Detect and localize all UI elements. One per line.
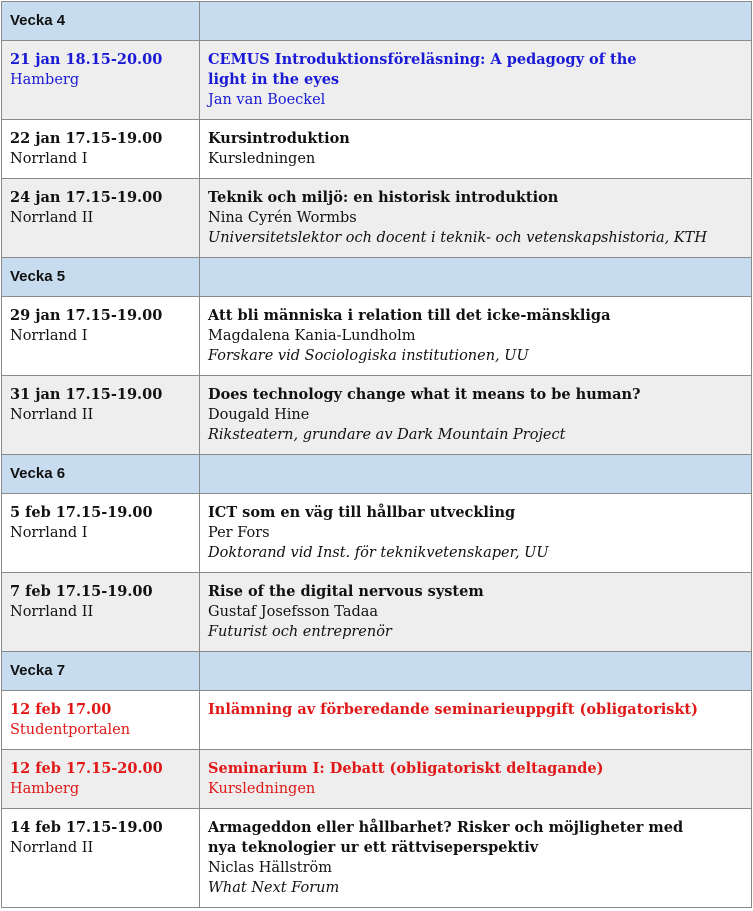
event-speaker-role: Riksteatern, grundare av Dark Mountain Project [208, 427, 566, 443]
event-date: 24 jan 17.15-19.00 [10, 189, 163, 206]
event-speaker: Gustaf Josefsson Tadaa [208, 604, 379, 620]
week-label: Vecka 5 [10, 268, 66, 285]
week-label-cell [2, 652, 200, 691]
event-title: ICT som en väg till hållbar utveckling [208, 504, 516, 521]
event-speaker-role: Universitetslektor och docent i teknik- och vetenskapshistoria, KTH [208, 230, 707, 246]
event-place: Norrland II [10, 407, 94, 423]
week-empty-cell [200, 455, 752, 494]
event-when-cell [2, 809, 200, 908]
event-title: Teknik och miljö: en historisk introduktion [208, 189, 559, 206]
event-title: Seminarium I: Debatt (obligatoriskt deltagande) [208, 760, 604, 777]
event-what-cell [200, 179, 752, 258]
event-speaker-role: What Next Forum [208, 880, 340, 896]
event-when-cell [2, 750, 200, 809]
event-speaker: Jan van Boeckel [208, 92, 326, 108]
week-label: Vecka 4 [10, 12, 66, 29]
week-label: Vecka 6 [10, 465, 66, 482]
event-speaker-role: Forskare vid Sociologiska institutionen, UU [208, 348, 529, 364]
week-label-cell [2, 258, 200, 297]
event-place: Norrland II [10, 210, 94, 226]
event-place: Norrland I [10, 525, 88, 541]
event-what-cell [200, 809, 752, 908]
event-when-cell [2, 179, 200, 258]
event-row [2, 297, 752, 376]
event-place: Hamberg [10, 781, 80, 797]
event-title: CEMUS Introduktionsföreläsning: A pedagogy of the light in the eyes [208, 51, 637, 88]
event-speaker: Niclas Hällström [208, 860, 333, 876]
event-when-cell [2, 691, 200, 750]
event-date: 29 jan 17.15-19.00 [10, 307, 163, 324]
week-label: Vecka 7 [10, 662, 66, 679]
event-title: Kursintroduktion [208, 130, 350, 147]
event-speaker: Kursledningen [208, 781, 316, 797]
week-label-cell [2, 2, 200, 41]
event-speaker: Magdalena Kania-Lundholm [208, 328, 416, 344]
event-place: Norrland II [10, 840, 94, 856]
week-empty-cell [200, 258, 752, 297]
event-title: Rise of the digital nervous system [208, 583, 484, 600]
week-empty-cell [200, 652, 752, 691]
event-title: Armageddon eller hållbarhet? Risker och möjligheter med nya teknologier ur ett rättviseperspektiv [208, 819, 684, 856]
event-when-cell [2, 573, 200, 652]
event-title: Does technology change what it means to be human? [208, 386, 641, 403]
event-place: Norrland I [10, 328, 88, 344]
event-what-cell [200, 750, 752, 809]
event-when-cell [2, 494, 200, 573]
event-speaker: Dougald Hine [208, 407, 310, 423]
event-what-cell [200, 120, 752, 179]
event-row [2, 691, 752, 750]
event-row [2, 750, 752, 809]
event-date: 12 feb 17.15-20.00 [10, 760, 163, 777]
event-row [2, 809, 752, 908]
event-date: 12 feb 17.00 [10, 701, 112, 718]
event-title: Att bli människa i relation till det icke-mänskliga [208, 307, 611, 324]
event-speaker: Per Fors [208, 525, 270, 541]
event-place: Hamberg [10, 72, 80, 88]
event-place: Norrland II [10, 604, 94, 620]
event-title: Inlämning av förberedande seminarieuppgift (obligatoriskt) [208, 701, 698, 718]
event-row [2, 376, 752, 455]
event-date: 21 jan 18.15-20.00 [10, 51, 163, 68]
event-when-cell [2, 297, 200, 376]
week-header-row [2, 455, 752, 494]
event-what-cell [200, 376, 752, 455]
event-speaker: Kursledningen [208, 151, 316, 167]
event-row [2, 494, 752, 573]
event-place: Studentportalen [10, 722, 131, 738]
event-date: 14 feb 17.15-19.00 [10, 819, 163, 836]
week-header-row [2, 2, 752, 41]
event-date: 7 feb 17.15-19.00 [10, 583, 153, 600]
event-row [2, 573, 752, 652]
event-what-cell [200, 573, 752, 652]
event-row [2, 120, 752, 179]
event-what-cell [200, 297, 752, 376]
event-speaker-role: Futurist och entreprenör [208, 624, 392, 640]
week-label-cell [2, 455, 200, 494]
week-empty-cell [200, 2, 752, 41]
event-date: 22 jan 17.15-19.00 [10, 130, 163, 147]
event-speaker-role: Doktorand vid Inst. för teknikvetenskaper, UU [208, 545, 549, 561]
event-what-cell [200, 41, 752, 120]
event-row [2, 41, 752, 120]
event-when-cell [2, 376, 200, 455]
event-what-cell [200, 494, 752, 573]
event-when-cell [2, 120, 200, 179]
week-header-row [2, 258, 752, 297]
event-speaker: Nina Cyrén Wormbs [208, 210, 357, 226]
event-row [2, 179, 752, 258]
event-place: Norrland I [10, 151, 88, 167]
event-when-cell [2, 41, 200, 120]
week-header-row [2, 652, 752, 691]
event-date: 31 jan 17.15-19.00 [10, 386, 163, 403]
schedule-table [1, 1, 752, 908]
event-date: 5 feb 17.15-19.00 [10, 504, 153, 521]
event-what-cell [200, 691, 752, 750]
